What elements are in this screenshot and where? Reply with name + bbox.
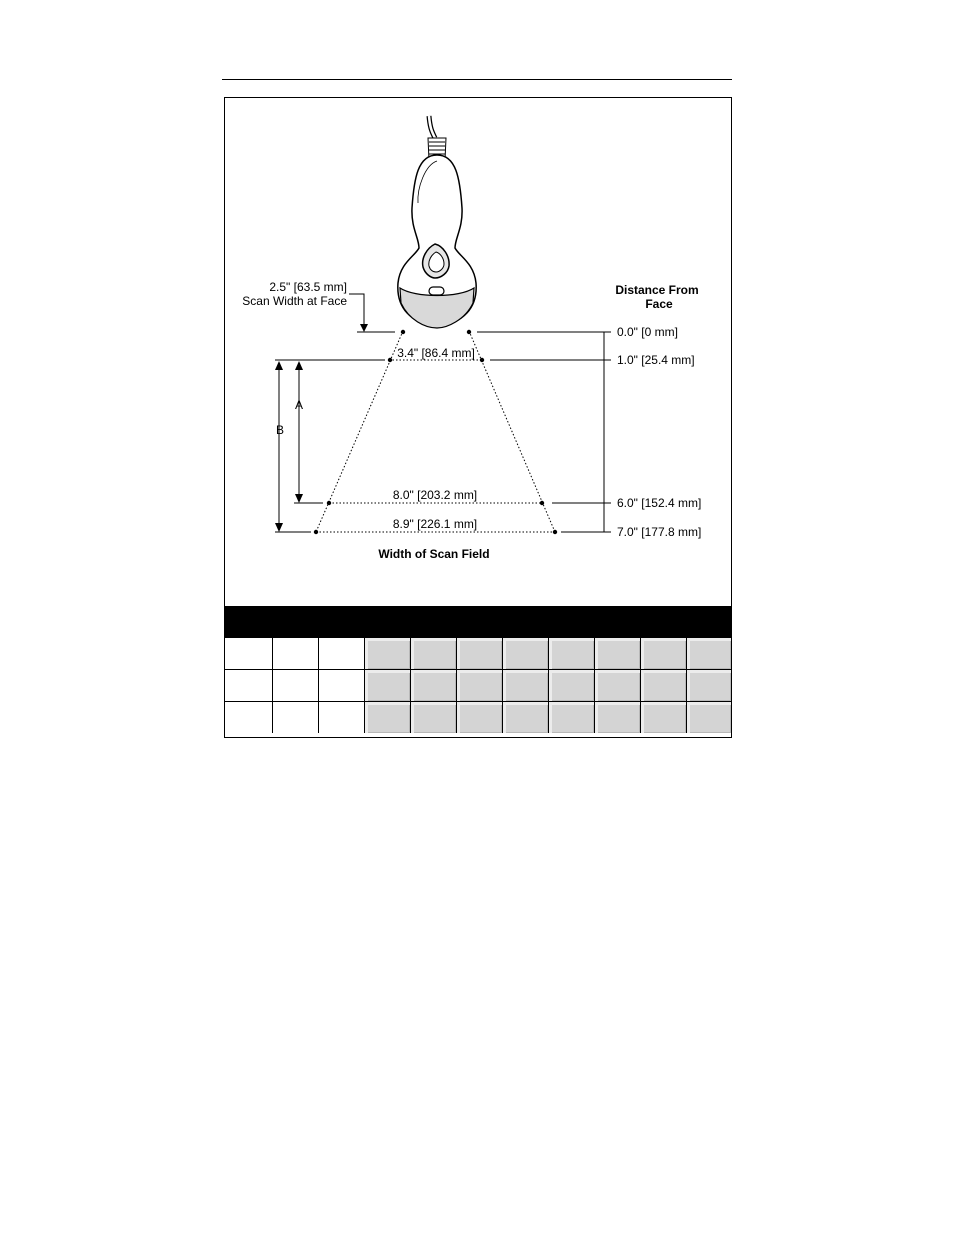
table-cell — [502, 702, 548, 734]
width-label-1: 8.0" [203.2 mm] — [392, 488, 478, 502]
distance-label-2: 6.0" [152.4 mm] — [617, 496, 702, 510]
table-cell — [410, 670, 456, 702]
table-cell — [364, 638, 410, 670]
table-cell — [225, 702, 272, 734]
table-cell — [318, 702, 364, 734]
table-cell — [456, 670, 502, 702]
distance-label-3: 7.0" [177.8 mm] — [617, 525, 702, 539]
range-a-label: A — [294, 398, 304, 412]
page-top-rule — [222, 79, 732, 80]
width-label-2: 8.9" [226.1 mm] — [392, 517, 478, 531]
face-width-leader — [349, 294, 364, 326]
face-width-arrow-icon — [360, 324, 368, 332]
table-cell — [594, 670, 640, 702]
table-cell — [364, 670, 410, 702]
table-cell — [640, 702, 686, 734]
table-cell — [640, 670, 686, 702]
table-cell — [502, 670, 548, 702]
table-cell — [364, 702, 410, 734]
table-cell — [410, 702, 456, 734]
range-b-arrow — [275, 361, 283, 532]
table-cell — [640, 638, 686, 670]
table-cell — [594, 702, 640, 734]
table-cell — [272, 702, 318, 734]
scan-field-diagram — [225, 98, 731, 606]
distance-heading-line1: Distance From — [615, 283, 699, 297]
table-cell — [686, 702, 731, 734]
table-cell — [272, 670, 318, 702]
width-caption: Width of Scan Field — [378, 547, 490, 561]
table-cell — [548, 670, 594, 702]
table-cell — [594, 638, 640, 670]
table-cell — [456, 638, 502, 670]
specification-grid — [225, 638, 731, 733]
scan-field-figure — [224, 97, 732, 738]
table-cell — [225, 638, 272, 670]
table-cell — [225, 670, 272, 702]
table-cell — [548, 638, 594, 670]
face-width-caption: Scan Width at Face — [242, 294, 347, 308]
table-cell — [272, 638, 318, 670]
distance-reference-lines — [275, 332, 611, 532]
table-cell — [686, 638, 731, 670]
table-cell — [548, 702, 594, 734]
table-cell — [318, 638, 364, 670]
table-cell — [410, 638, 456, 670]
range-a-arrow — [295, 361, 303, 503]
table-cell — [456, 702, 502, 734]
distance-label-0: 0.0" [0 mm] — [617, 325, 678, 339]
distance-heading-line2: Face — [645, 297, 673, 311]
width-label-0: 3.4" [86.4 mm] — [397, 346, 475, 360]
distance-label-1: 1.0" [25.4 mm] — [617, 353, 695, 367]
scanner-button-icon — [429, 287, 444, 295]
table-cell — [502, 638, 548, 670]
face-width-value: 2.5" [63.5 mm] — [269, 280, 347, 294]
table-cell — [318, 670, 364, 702]
table-row — [225, 670, 731, 702]
table-row — [225, 702, 731, 734]
table-cell — [686, 670, 731, 702]
table-header-band — [225, 606, 731, 638]
table-row — [225, 638, 731, 670]
range-b-label: B — [275, 423, 285, 437]
